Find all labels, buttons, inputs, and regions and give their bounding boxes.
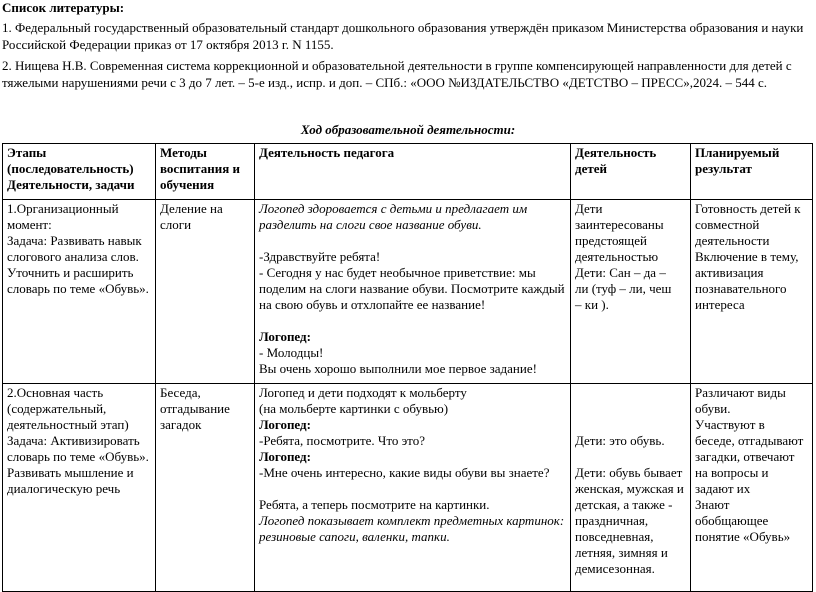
cell-line: женская, мужская и — [575, 481, 684, 496]
cell-line: ли (туф – ли, чеш — [575, 281, 672, 296]
cell-line: слогового анализа слов. — [7, 249, 139, 264]
cell-line: Знают — [695, 497, 730, 512]
header-line: воспитания и — [160, 161, 240, 176]
cell-line: – ки ). — [575, 297, 609, 312]
cell-line: повседневная, — [575, 529, 654, 544]
cell-line: разделить на слоги свое название обуви. — [259, 217, 482, 232]
cell-line: предстоящей — [575, 233, 647, 248]
table-cell — [691, 200, 813, 384]
cell-line: -Здравствуйте ребята! — [259, 249, 381, 264]
cell-line — [259, 313, 567, 329]
cell-line: Беседа, — [160, 385, 201, 400]
cell-line: Участвуют в — [695, 417, 765, 432]
header-line: результат — [695, 161, 752, 176]
cell-line: Развивать мышление и — [7, 465, 134, 480]
cell-line: 2.Основная часть — [7, 385, 104, 400]
column-header — [571, 144, 691, 200]
cell-line: словарь по теме «Обувь». — [7, 281, 149, 296]
table-row — [3, 200, 813, 384]
cell-line: Вы очень хорошо выполнили мое первое задание! — [259, 361, 537, 376]
cell-line: (на мольберте картинки с обувью) — [259, 401, 449, 416]
cell-line: загадки, отвечают — [695, 449, 795, 464]
header-line: обучения — [160, 177, 215, 192]
header-line: (последовательность) — [7, 161, 134, 176]
table-cell — [3, 200, 156, 384]
cell-line: Дети: обувь бывает — [575, 465, 683, 480]
cell-line: деятельностью — [575, 249, 659, 264]
table-cell — [156, 384, 255, 592]
table-cell — [571, 200, 691, 384]
cell-line: Логопед здоровается с детьми и предлагает им — [259, 201, 528, 216]
cell-line — [575, 449, 687, 465]
column-header — [156, 144, 255, 200]
cell-line: Логопед: — [259, 417, 311, 432]
cell-line: Логопед: — [259, 329, 311, 344]
cell-line: Ребята, а теперь посмотрите на картинки. — [259, 497, 490, 512]
cell-line: отгадывание — [160, 401, 230, 416]
cell-line: (содержательный, — [7, 401, 107, 416]
cell-line: Задача: Развивать навык — [7, 233, 142, 248]
cell-line: поделим на слоги название обуви. Посмотрите каждый — [259, 281, 565, 296]
cell-line: Дети: это обувь. — [575, 433, 665, 448]
header-line: Планируемый — [695, 145, 780, 160]
cell-line: Логопед и дети подходят к мольберту — [259, 385, 467, 400]
cell-line: Дети: Сан – да – — [575, 265, 666, 280]
cell-line: праздничная, — [575, 513, 649, 528]
cell-line: Дети — [575, 201, 603, 216]
cell-line: Готовность детей к — [695, 201, 801, 216]
header-line: Деятельность педагога — [259, 145, 395, 160]
cell-line: демисезонная. — [575, 561, 655, 576]
cell-line: загадок — [160, 417, 202, 432]
cell-line: познавательного — [695, 281, 787, 296]
cell-line — [575, 417, 687, 433]
cell-line: беседе, отгадывают — [695, 433, 804, 448]
cell-line: Задача: Активизировать — [7, 433, 140, 448]
reference-1-line-1: 1. Федеральный государственный образовательный стандарт дошкольного образования утверждён приказом Министерства образования и науки — [2, 20, 804, 35]
column-header — [3, 144, 156, 200]
cell-line: -Мне очень интересно, какие виды обуви вы знаете? — [259, 465, 550, 480]
cell-line — [259, 233, 567, 249]
cell-line: обуви. — [695, 401, 731, 416]
cell-line: слоги — [160, 217, 192, 232]
cell-line: Деление на — [160, 201, 223, 216]
cell-line: обобщающее — [695, 513, 769, 528]
cell-line: момент: — [7, 217, 52, 232]
cell-line: -Ребята, посмотрите. Что это? — [259, 433, 425, 448]
cell-line: интереса — [695, 297, 745, 312]
cell-line — [259, 481, 567, 497]
header-line: детей — [575, 161, 607, 176]
reference-2-line-2: тяжелыми нарушениями речи с 3 до 7 лет. – 5-е изд., испр. и доп. – СПб.: «ООО №ИЗДАТЕЛЬСТВО «ДЕТСТВО – ПРЕСС»,2024. – 544 с. — [2, 75, 767, 90]
column-header — [255, 144, 571, 200]
cell-line: 1.Организационный — [7, 201, 119, 216]
cell-line: Логопед: — [259, 449, 311, 464]
header-line: Методы — [160, 145, 207, 160]
cell-line: деятельности — [695, 233, 770, 248]
cell-line: активизация — [695, 265, 764, 280]
cell-line: заинтересованы — [575, 217, 664, 232]
table-cell — [3, 384, 156, 592]
cell-line: словарь по теме «Обувь». — [7, 449, 149, 464]
reference-1-line-2: Российской Федерации приказ от 17 октября 2013 г. N 1155. — [2, 37, 334, 52]
cell-line: Уточнить и расширить — [7, 265, 134, 280]
header-line: Деятельность — [575, 145, 657, 160]
table-row — [3, 384, 813, 592]
cell-line: на свою обувь и отхлопайте ее название! — [259, 297, 486, 312]
table-cell — [255, 200, 571, 384]
cell-line — [575, 385, 687, 401]
cell-line: - Молодцы! — [259, 345, 324, 360]
table-cell — [255, 384, 571, 592]
column-header — [691, 144, 813, 200]
table-header-row — [3, 144, 813, 200]
cell-line: летняя, зимняя и — [575, 545, 668, 560]
cell-line: - Сегодня у нас будет необычное приветствие: мы — [259, 265, 536, 280]
cell-line: задают их — [695, 481, 751, 496]
reference-2-line-1: 2. Нищева Н.В. Современная система коррекционной и образовательной деятельности в группе компенсирующей направленности для детей с — [2, 58, 792, 73]
cell-line: резиновые сапоги, валенки, тапки. — [259, 529, 450, 544]
cell-line: Включение в тему, — [695, 249, 799, 264]
references-heading: Список литературы: — [2, 0, 125, 15]
cell-line: Логопед показывает комплект предметных картинок: — [259, 513, 565, 528]
cell-line: на вопросы и — [695, 465, 769, 480]
cell-line: Различают виды — [695, 385, 786, 400]
cell-line: совместной — [695, 217, 760, 232]
header-line: Деятельности, задачи — [7, 177, 135, 192]
cell-line: понятие «Обувь» — [695, 529, 791, 544]
table-cell — [691, 384, 813, 592]
cell-line: диалогическую речь — [7, 481, 121, 496]
cell-line — [575, 401, 687, 417]
cell-line: детская, а также - — [575, 497, 673, 512]
table-cell — [156, 200, 255, 384]
table-cell — [571, 384, 691, 592]
lesson-plan-table — [2, 143, 813, 592]
section-title: Ход образовательной деятельности: — [300, 122, 516, 137]
cell-line: деятельностный этап) — [7, 417, 129, 432]
header-line: Этапы — [7, 145, 47, 160]
